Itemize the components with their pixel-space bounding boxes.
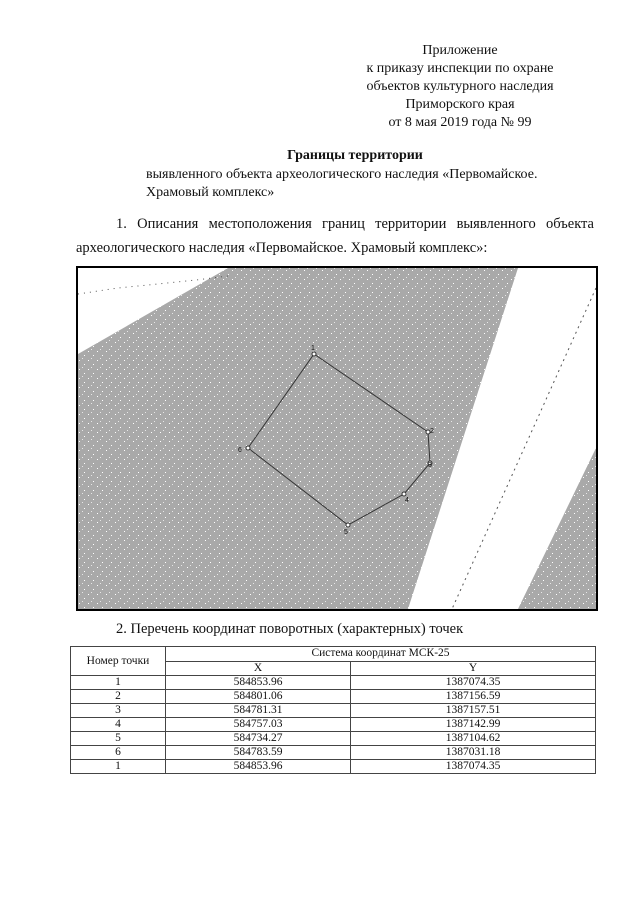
point-label-1: 1 xyxy=(311,345,315,352)
cell-x: 584783.59 xyxy=(166,746,351,760)
boundary-point xyxy=(346,523,350,527)
appendix-line: к приказу инспекции по охране xyxy=(366,61,554,76)
section-1-text: 1. Описания местоположения границ территории выявленного объекта археологического наследия «Первомайское. Храмовый комплекс»: xyxy=(76,216,594,256)
cell-x: 584853.96 xyxy=(166,760,351,774)
table-row xyxy=(71,732,596,746)
cell-point-number: 1 xyxy=(71,760,166,774)
cell-y: 1387074.35 xyxy=(351,760,596,774)
point-label-2: 2 xyxy=(430,428,434,435)
document-title: Границы территории xyxy=(287,148,423,163)
header-x: X xyxy=(166,661,351,676)
table-row xyxy=(71,760,596,774)
cell-y: 1387142.99 xyxy=(351,718,596,732)
cell-point-number: 3 xyxy=(71,704,166,718)
map-drawing xyxy=(78,268,596,609)
point-label-3: 3 xyxy=(428,462,432,469)
cell-point-number: 6 xyxy=(71,746,166,760)
appendix-header xyxy=(330,42,590,132)
table-row xyxy=(71,746,596,760)
cell-x: 584757.03 xyxy=(166,718,351,732)
cell-point-number: 2 xyxy=(71,690,166,704)
cell-point-number: 1 xyxy=(71,676,166,690)
boundary-point xyxy=(312,352,316,356)
cell-x: 584781.31 xyxy=(166,704,351,718)
cell-y: 1387104.62 xyxy=(351,732,596,746)
boundary-point xyxy=(402,492,406,496)
table-row xyxy=(71,718,596,732)
cell-x: 584801.06 xyxy=(166,690,351,704)
cell-y: 1387074.35 xyxy=(351,676,596,690)
cell-y: 1387031.18 xyxy=(351,746,596,760)
cell-x: 584734.27 xyxy=(166,732,351,746)
header-coordinate-system: Система координат МСК-25 xyxy=(166,647,596,662)
table-row xyxy=(71,690,596,704)
appendix-line: объектов культурного наследия xyxy=(366,79,554,94)
cell-y: 1387156.59 xyxy=(351,690,596,704)
boundary-point xyxy=(246,446,250,450)
cell-point-number: 5 xyxy=(71,732,166,746)
point-label-6: 6 xyxy=(238,447,242,454)
table-row xyxy=(71,704,596,718)
point-label-4: 4 xyxy=(405,497,409,504)
cell-x: 584853.96 xyxy=(166,676,351,690)
cell-point-number: 4 xyxy=(71,718,166,732)
appendix-line: от 8 мая 2019 года № 99 xyxy=(388,115,532,130)
boundary-map xyxy=(76,266,598,611)
document-subtitle: выявленного объекта археологического наследия «Первомайское. Храмовый комплекс» xyxy=(146,167,538,200)
section-2-heading: 2. Перечень координат поворотных (характерных) точек xyxy=(116,621,464,637)
header-y: Y xyxy=(351,661,596,676)
cell-y: 1387157.51 xyxy=(351,704,596,718)
header-point-number: Номер точки xyxy=(71,647,166,676)
appendix-line: Приложение xyxy=(422,43,498,58)
coordinates-table xyxy=(70,646,596,774)
appendix-line: Приморского края xyxy=(405,97,515,112)
point-label-5: 5 xyxy=(344,529,348,536)
table-row xyxy=(71,676,596,690)
